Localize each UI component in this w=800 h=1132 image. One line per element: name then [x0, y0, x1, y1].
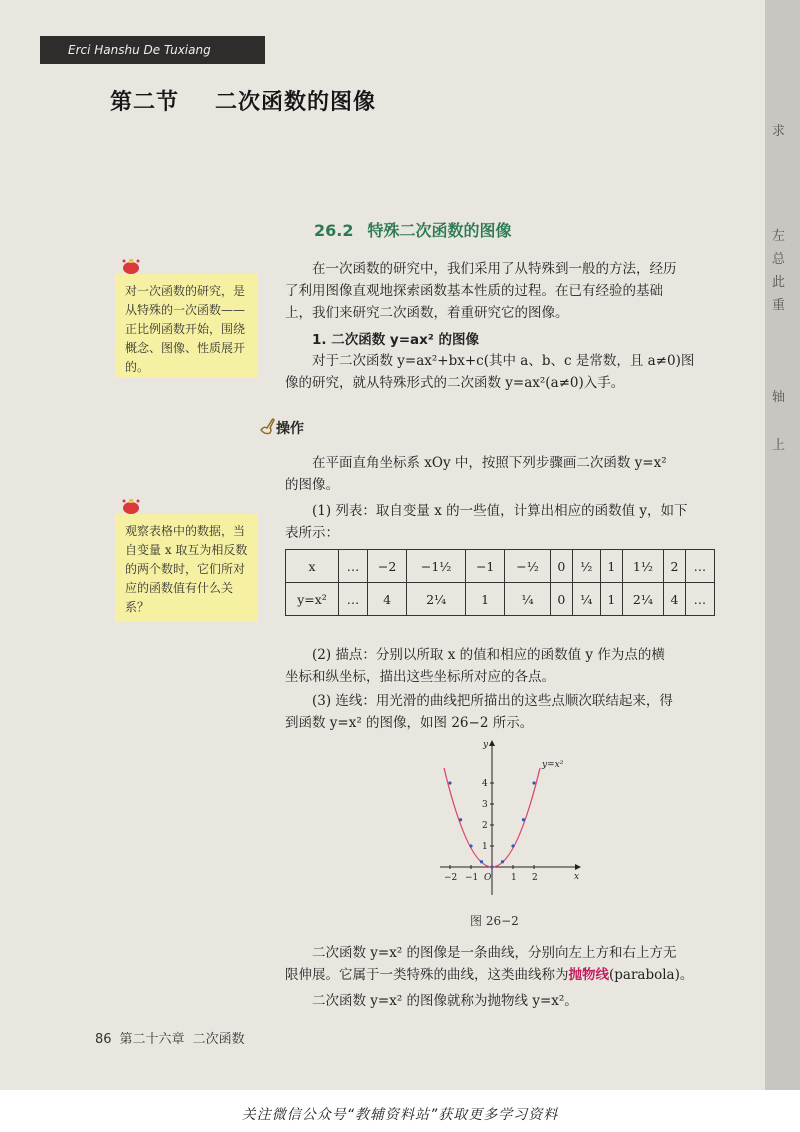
conclusion-line: 二次函数 y=x² 的图像就称为抛物线 y=x²。 [312, 993, 578, 1009]
next-page-edge [765, 0, 800, 1090]
margin-char: 此 [772, 275, 786, 290]
table-cell: 1 [466, 583, 505, 616]
alarm-bell-icon [120, 258, 142, 274]
parabola-term: 抛物线 [568, 967, 609, 983]
page-footer [95, 1028, 245, 1047]
step-line: 坐标和纵坐标，描出这些坐标所对应的各点。 [285, 669, 555, 685]
y-axis-label: y [483, 740, 489, 750]
section-title [110, 85, 376, 116]
table-cell: 2 [664, 550, 686, 583]
table-cell: … [685, 583, 714, 616]
table-cell: … [685, 550, 714, 583]
lesson-title [314, 218, 512, 241]
margin-char: 左 [772, 229, 786, 244]
side-note-text: 对一次函数的研究，是从特殊的一次函数——正比例函数开始，围绕概念、图像、性质展开的。 [125, 284, 246, 374]
margin-char: 求 [772, 124, 786, 139]
table-cell: 1 [601, 550, 623, 583]
side-note-text: 观察表格中的数据，当自变量 x 取互为相反数的两个数时，它们所对应的函数值有什么关系？ [125, 524, 248, 614]
x-tick-label: 1 [511, 873, 517, 883]
series-title: Erci Hanshu De Tuxiang [68, 43, 211, 57]
step-line: (3) 连线：用光滑的曲线把所描出的这些点顺次联结起来，得 [312, 693, 673, 709]
table-cell: 2¼ [407, 583, 466, 616]
table-cell: … [339, 550, 368, 583]
table-header-cell: x [286, 550, 339, 583]
y-tick-label: 4 [482, 779, 488, 789]
table-row-x [286, 550, 715, 583]
body-line: 的图像。 [285, 477, 339, 493]
table-header-cell: y=x² [286, 583, 339, 616]
y-tick-label: 3 [482, 800, 488, 810]
x-axis-label: x [574, 872, 580, 882]
body-line: 对于二次函数 y=ax²+bx+c(其中 a、b、c 是常数，且 a≠0)图 [312, 353, 695, 369]
table-cell: −½ [505, 550, 551, 583]
table-cell: 2¼ [622, 583, 664, 616]
origin-label: O [484, 873, 492, 883]
value-table [285, 549, 715, 616]
chapter-number: 第二十六章 [119, 1032, 185, 1047]
step-line: (1) 列表：取自变量 x 的一些值，计算出相应的函数值 y，如下 [312, 503, 688, 519]
page-number: 86 [95, 1032, 112, 1047]
intro-line: 在一次函数的研究中，我们采用了从特殊到一般的方法，经历 [312, 261, 677, 277]
x-tick-label: 2 [532, 873, 538, 883]
conclusion-line: 二次函数 y=x² 的图像是一条曲线，分别向左上方和右上方无 [312, 945, 677, 961]
step-line: (2) 描点：分别以所取 x 的值和相应的函数值 y 作为点的横 [312, 647, 665, 663]
step-line: 表所示： [285, 525, 339, 541]
table-row-y [286, 583, 715, 616]
intro-line: 上，我们来研究二次函数，着重研究它的图像。 [285, 305, 569, 321]
conclusion-text: (parabola)。 [609, 967, 694, 983]
margin-char: 上 [772, 438, 786, 453]
table-cell: 4 [368, 583, 407, 616]
table-cell: 1 [601, 583, 623, 616]
margin-char: 总 [772, 252, 786, 267]
table-cell: ½ [572, 550, 600, 583]
side-note-2 [115, 514, 258, 622]
x-tick-label: −2 [444, 873, 458, 883]
watermark-text: 关注微信公众号“教辅资料站”获取更多学习资料 [241, 1107, 559, 1123]
margin-char: 重 [772, 298, 786, 313]
body-line: 在平面直角坐标系 xOy 中，按照下列步骤画二次函数 y=x² [312, 455, 667, 471]
table-cell: −1 [466, 550, 505, 583]
parabola-figure [430, 735, 590, 905]
y-tick-label: 1 [482, 842, 488, 852]
table-cell: 0 [551, 550, 573, 583]
table-cell: ¼ [572, 583, 600, 616]
subsection-heading: 1. 二次函数 y=ax² 的图像 [312, 332, 479, 348]
table-cell: 4 [664, 583, 686, 616]
alarm-bell-icon [120, 498, 142, 514]
lesson-number: 26.2 [314, 221, 354, 240]
header-bar [40, 36, 265, 64]
table-cell: … [339, 583, 368, 616]
operation-heading: 操作 [276, 421, 304, 437]
chapter-title: 二次函数 [192, 1032, 245, 1047]
table-cell: 1½ [622, 550, 664, 583]
section-number: 第二节 [110, 90, 180, 115]
curve-label: y=x² [542, 760, 564, 770]
conclusion-line [285, 964, 693, 986]
y-tick-label: 2 [482, 821, 488, 831]
table-cell: 0 [551, 583, 573, 616]
body-line: 像的研究，就从特殊形式的二次函数 y=ax²(a≠0)入手。 [285, 375, 625, 391]
x-tick-label: −1 [465, 873, 479, 883]
table-cell: −2 [368, 550, 407, 583]
table-cell: −1½ [407, 550, 466, 583]
margin-char: 轴 [772, 390, 786, 405]
intro-line: 了利用图像直观地探索函数基本性质的过程。在已有经验的基础 [285, 283, 663, 299]
step-line: 到函数 y=x² 的图像，如图 26−2 所示。 [285, 715, 534, 731]
hand-pointer-icon [258, 416, 278, 436]
table-cell: ¼ [505, 583, 551, 616]
section-name: 二次函数的图像 [215, 90, 377, 115]
lesson-name: 特殊二次函数的图像 [367, 221, 512, 240]
side-note-1 [115, 274, 258, 378]
figure-caption: 图 26−2 [470, 914, 519, 928]
conclusion-text: 限伸展。它属于一类特殊的曲线，这类曲线称为 [285, 967, 569, 983]
